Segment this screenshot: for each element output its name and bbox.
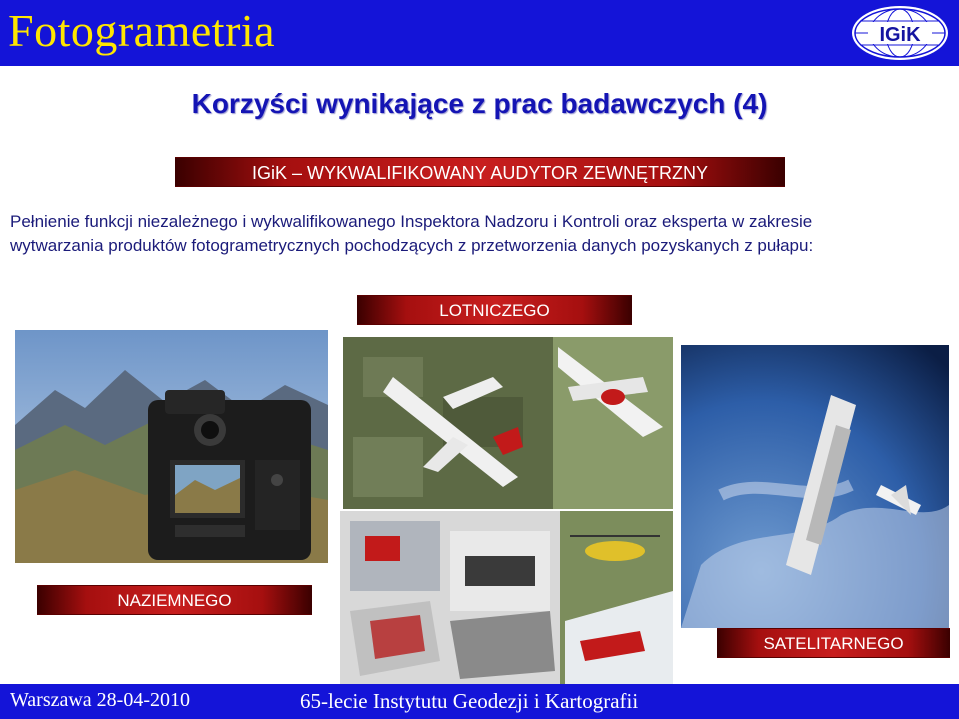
header-bar bbox=[0, 0, 959, 66]
ground-camera-photo bbox=[15, 330, 328, 563]
aerial-equipment-photo bbox=[340, 511, 673, 684]
aerial-label: LOTNICZEGO bbox=[357, 295, 632, 325]
ground-label: NAZIEMNEGO bbox=[37, 585, 312, 615]
aerial-aircraft-photo bbox=[343, 337, 673, 509]
footer-bar bbox=[0, 684, 959, 719]
auditor-banner: IGiK – WYKWALIFIKOWANY AUDYTOR ZEWNĘTRZNY bbox=[175, 157, 785, 187]
body-line-2: wytwarzania produktów fotogrametrycznych pochodzących z przetworzenia danych pozyskanych z pułapu: bbox=[10, 236, 814, 255]
body-line-1: Pełnienie funkcji niezależnego i wykwalifikowanego Inspektora Nadzoru i Kontroli oraz eksperta w zakresie bbox=[10, 212, 813, 231]
app-title: Fotogrametria bbox=[8, 5, 276, 56]
satellite-photo bbox=[681, 345, 949, 628]
body-text bbox=[10, 210, 950, 258]
svg-text:IGiK: IGiK bbox=[879, 24, 921, 46]
igik-logo bbox=[850, 4, 950, 62]
footer-event: 65-lecie Instytutu Geodezji i Kartografii bbox=[300, 689, 639, 713]
footer-date: Warszawa 28-04-2010 bbox=[10, 689, 190, 711]
slide-title: Korzyści wynikające z prac badawczych (4) bbox=[191, 88, 768, 119]
satellite-label: SATELITARNEGO bbox=[717, 628, 950, 658]
